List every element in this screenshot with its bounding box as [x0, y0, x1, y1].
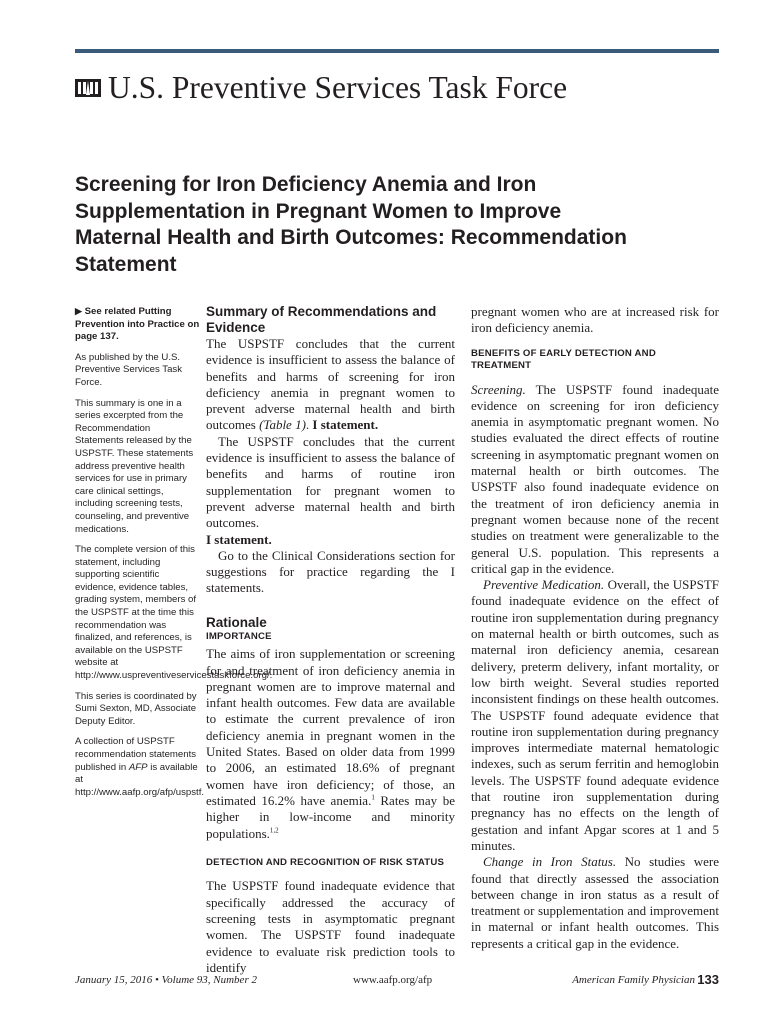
journal-name: American Family Physician [572, 974, 695, 986]
summary-paragraph: The USPSTF concludes that the current evidence is insufficient to assess the balance of benefits and harms of routine iron supplementation for pregnant women to prevent adverse maternal health and birth outcomes. I statement. [206, 433, 455, 547]
detection-paragraph: The USPSTF found inadequate evidence that specifically addressed the accuracy of screening tests in asymptomatic pregnant women. The USPSTF found inadequate evidence to evaluate risk prediction tools to identify [206, 878, 455, 975]
iron-status-paragraph: Change in Iron Status. No studies were found that directly assessed the association between change in iron status as a result of treatment or supplementation and improvement in maternal or infant health outcomes. This represents a critical gap in the evidence. [471, 854, 719, 951]
sidebar-note: This series is coordinated by Sumi Sexton, MD, Associate Deputy Editor. [75, 690, 197, 727]
middle-column [206, 304, 455, 976]
related-article-note[interactable]: ▶ See related Putting Prevention into Practice on page 137. [75, 306, 200, 343]
screening-paragraph: Screening. The USPSTF found inadequate evidence on screening for iron deficiency anemia in asymptomatic pregnant women. No studies evaluated the direct effects of routine screening in asymptomatic pregnant women on maternal health or birth outcomes. The USPSTF also found inadequate evidence on the treatment of iron deficiency anemia in pregnant women because none of the recent studies on treatment were generalizable to the general U.S. population. This represents a critical gap in the evidence. [471, 381, 719, 576]
page-number: 133 [697, 972, 719, 987]
header-rule [75, 49, 719, 53]
importance-heading: IMPORTANCE [206, 630, 272, 642]
issue-info: January 15, 2016 • Volume 93, Number 2 [75, 974, 257, 986]
continuation-paragraph: pregnant women who are at increased risk for iron deficiency anemia. [471, 304, 719, 336]
uspstf-logo-icon [75, 77, 101, 99]
title-line: Statement [75, 252, 177, 276]
rationale-heading: Rationale [206, 614, 267, 630]
detection-heading: DETECTION AND RECOGNITION OF RISK STATUS [206, 856, 445, 868]
page-footer [75, 972, 719, 988]
title-line: Screening for Iron Deficiency Anemia and Iron [75, 173, 537, 196]
table-reference[interactable]: (Table 1) [259, 417, 306, 433]
medication-paragraph: Preventive Medication. Overall, the USPSTF found inadequate evidence on the effect of routine iron supplementation during pregnancy on maternal health or birth outcomes, such as maternal iron deficiency anemia, cesarean delivery, preterm delivery, infant mortality, or low birth weight. Several studies reported inconsistent findings on these health outcomes. The USPSTF found adequate evidence that routine iron supplementation during pregnancy improves intermediate maternal hematologic indexes, such as serum ferritin and hemoglobin levels. The USPSTF found adequate evidence that routine iron supplementation during pregnancy has no effects on the length of gestation and infant Apgar scores at 1 and 5 minutes. [471, 577, 719, 853]
title-line: Maternal Health and Birth Outcomes: Recommendation [75, 226, 627, 250]
sidebar-collection-note: A collection of USPSTF recommendation statements published in AFP is available at http://www.aafp.org/afp/uspstf. [75, 736, 205, 798]
summary-heading: Summary of Recommendations and Evidence [206, 304, 437, 335]
sidebar-note: As published by the U.S. Preventive Services Task Force. [75, 351, 182, 388]
summary-paragraph: The USPSTF concludes that the current evidence is insufficient to assess the balance of benefits and harms of screening for iron deficiency anemia in pregnant women to prevent adverse maternal health and birth outcomes (Table 1). I statement. [206, 336, 455, 433]
masthead [75, 66, 567, 110]
sidebar-note: The complete version of this statement, including supporting scientific evidence, evidence tables, grading system, members of the USPSTF at the time this recommendation was finalized, and references, is available on the USPSTF website at http://www.uspreventiveservicestaskforce.org/. [75, 544, 273, 682]
journal-url[interactable]: www.aafp.org/afp [353, 974, 433, 986]
summary-paragraph: Go to the Clinical Considerations section for suggestions for practice regarding the I statements. [206, 547, 455, 596]
sidebar-note: This summary is one in a series excerpted from the Recommendation Statements released by the USPSTF. These statements address preventive health services for use in primary care clinical settings, including screening tests, counseling, and preventive medications. [75, 397, 194, 535]
title-line: Supplementation in Pregnant Women to Improve [75, 199, 562, 223]
benefits-heading: BENEFITS OF EARLY DETECTION AND TREATMENT [471, 347, 656, 372]
importance-paragraph: The aims of iron supplementation or screening for and treatment of iron deficiency anemia in pregnant women are to improve maternal and infant health outcomes. Few data are available to estimate the current prevalence of iron deficiency anemia in pregnant women in the United States. Based on older data from 1999 to 2006, an estimated 18.6% of pregnant women have iron deficiency; of those, an estimated 16.2% have anemia.$^1$ Rates may be higher in low-income and minority populations.$^{1,2}$ [206, 646, 455, 841]
right-column [471, 304, 719, 952]
article-title [75, 172, 725, 278]
triangle-right-icon: ▶ [75, 306, 82, 316]
organization-name: U.S. Preventive Services Task Force [108, 70, 568, 105]
